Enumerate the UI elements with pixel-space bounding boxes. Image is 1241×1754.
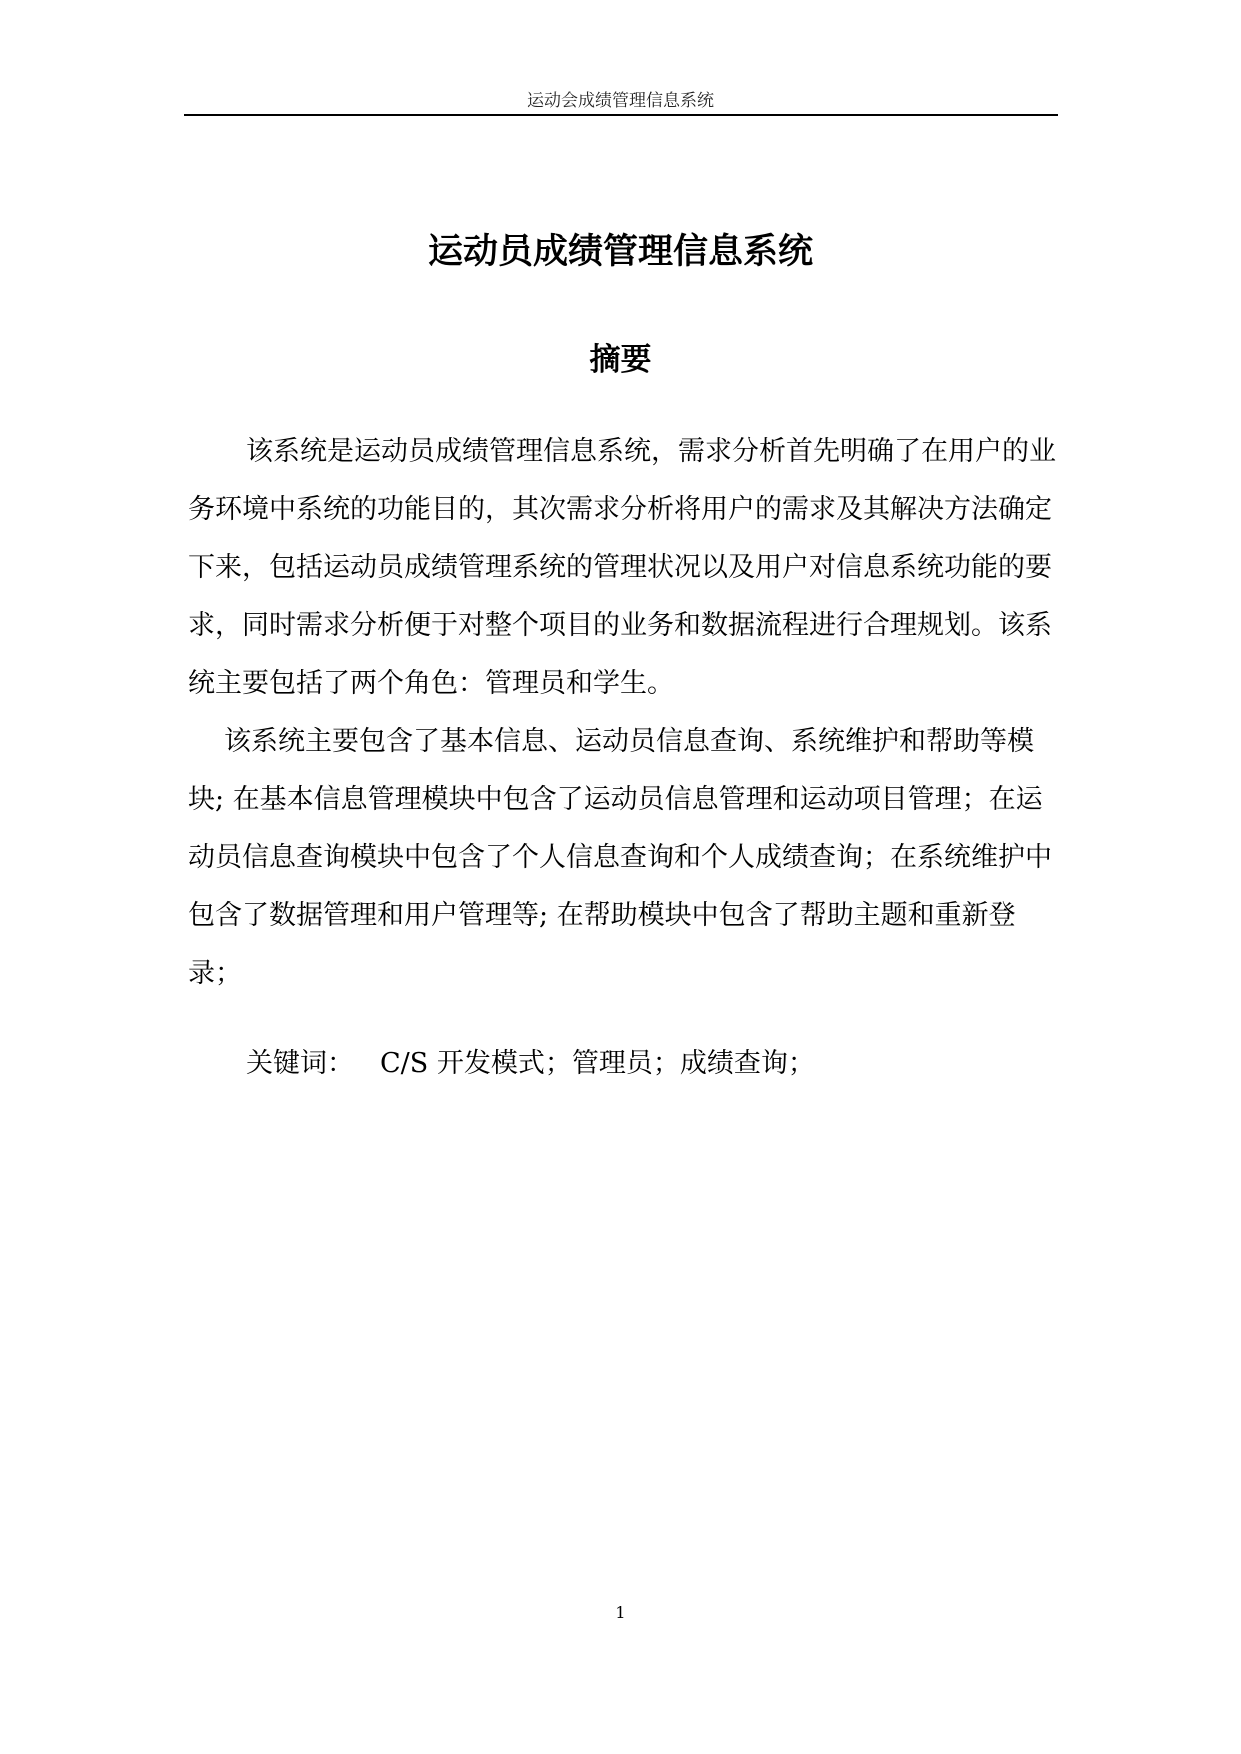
keywords-label: 关键词： bbox=[246, 1048, 354, 1079]
abstract-paragraph-1: 该系统是运动员成绩管理信息系统，需求分析首先明确了在用户的业务环境中系统的功能目的，其次需求分析将用户的需求及其解决方法确定下来，包括运动员成绩管理系统的管理状况以及用户对信息系统功能的要求，同时需求分析便于对整个项目的业务和数据流程进行合理规划。该系统主要包括了两个角色：管理员和学生。 bbox=[188, 436, 1056, 699]
abstract-heading: 摘要 bbox=[589, 342, 652, 378]
document-title: 运动员成绩管理信息系统 bbox=[427, 232, 813, 272]
keywords-text: C/S 开发模式；管理员；成绩查询； bbox=[380, 1048, 815, 1079]
page-number: 1 bbox=[615, 1603, 626, 1622]
header-rule bbox=[184, 114, 1058, 116]
keywords-line bbox=[246, 1041, 815, 1080]
abstract-paragraph-2: 该系统主要包含了基本信息、运动员信息查询、系统维护和帮助等模块; 在基本信息管理模块中包含了运动员信息管理和运动项目管理；在运动员信息查询模块中包含了个人信息查询和个人成绩查询；在系统维护中包含了数据管理和用户管理等; 在帮助模块中包含了帮助主题和重新登录； bbox=[188, 726, 1052, 989]
running-header: 运动会成绩管理信息系统 bbox=[527, 91, 714, 111]
